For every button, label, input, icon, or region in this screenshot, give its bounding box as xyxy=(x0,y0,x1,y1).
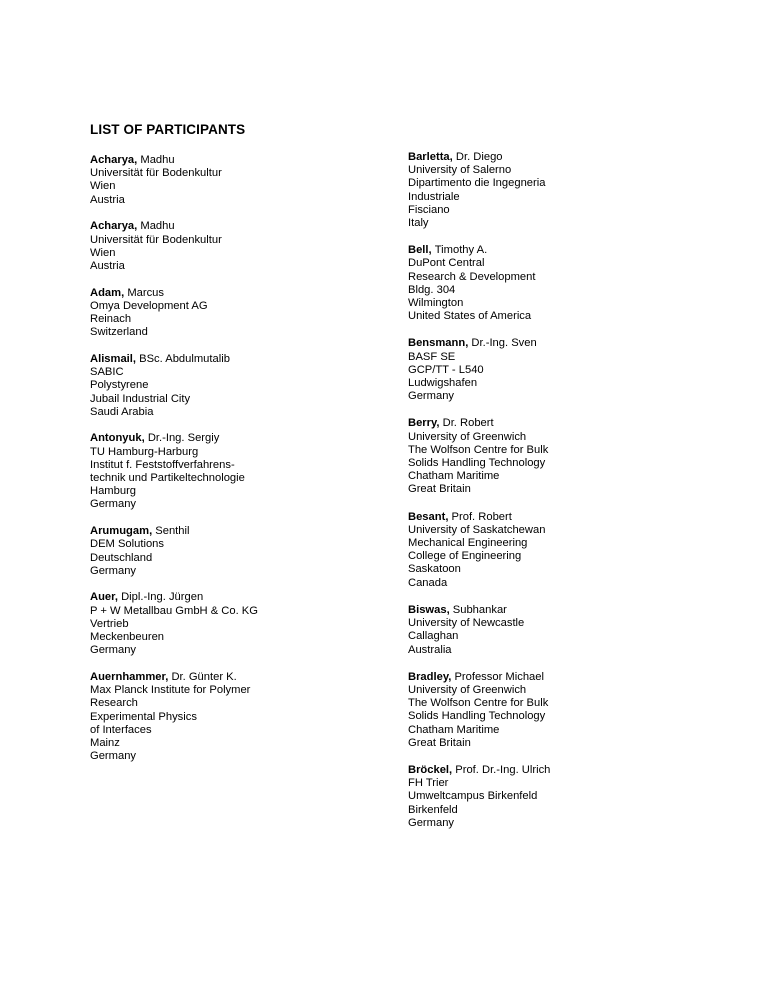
address-line: Wien xyxy=(90,180,116,193)
participant-entry xyxy=(90,591,390,657)
participant-surname: Antonyuk xyxy=(90,432,142,445)
participant-name: Barletta, Dr. Diego xyxy=(408,151,503,163)
address-line: United States of America xyxy=(408,310,532,323)
participant-entry xyxy=(90,154,390,207)
participant-entry xyxy=(90,432,390,511)
address-line: GCP/TT - L540 xyxy=(408,363,484,376)
participant-surname: Bensmann xyxy=(408,337,466,350)
address-line: SABIC xyxy=(90,366,124,379)
address-line: Mechanical Engineering xyxy=(408,537,528,550)
address-line: Callaghan xyxy=(408,630,459,643)
page-title: LIST OF PARTICIPANTS xyxy=(90,122,246,137)
participant-given-name: Timothy A. xyxy=(434,244,488,257)
participant-name: Adam, Marcus xyxy=(90,286,164,299)
address-line: Mainz xyxy=(90,737,120,750)
address-line: Meckenbeuren xyxy=(90,631,165,644)
participant-name: Auer, Dipl.-Ing. Jürgen xyxy=(90,591,204,604)
participant-surname: Besant xyxy=(408,510,446,523)
address-line: Bldg. 304 xyxy=(408,283,456,296)
participant-given-name: Dr. Günter K. xyxy=(171,671,237,683)
address-line: DuPont Central xyxy=(408,257,485,270)
address-line: Research & Development xyxy=(408,270,536,283)
address-line: Universität für Bodenkultur xyxy=(90,167,222,180)
participant-entry xyxy=(90,220,390,273)
participant-entry xyxy=(408,764,708,830)
address-line: Australia xyxy=(408,643,452,656)
participant-surname: Arumugam xyxy=(90,525,150,538)
participant-name: Antonyuk, Dr.-Ing. Sergiy xyxy=(90,432,220,445)
participant-entry xyxy=(408,337,708,403)
participant-given-name: Madhu xyxy=(140,154,175,166)
participant-surname: Bröckel xyxy=(408,763,450,776)
participant-entry xyxy=(90,353,390,419)
participant-surname: Acharya xyxy=(90,220,135,233)
address-line: University of Saskatchewan xyxy=(408,523,546,536)
address-line: University of Greenwich xyxy=(408,683,527,696)
address-line: Germany xyxy=(90,644,137,657)
address-line: Great Britain xyxy=(408,736,471,749)
participant-entry xyxy=(90,525,390,578)
address-line: Austria xyxy=(90,259,125,272)
participant-name: Acharya, Madhu xyxy=(90,154,175,166)
address-line: Wien xyxy=(90,246,116,259)
participant-name: Berry, Dr. Robert xyxy=(408,417,494,430)
address-line: Great Britain xyxy=(408,483,471,496)
participant-name: Bröckel, Prof. Dr.-Ing. Ulrich xyxy=(408,763,551,776)
address-line: Jubail Industrial City xyxy=(90,392,191,405)
participant-entry xyxy=(408,511,708,590)
participant-surname: Acharya xyxy=(90,154,135,166)
participant-given-name: Dipl.-Ing. Jürgen xyxy=(121,591,204,604)
address-line: DEM Solutions xyxy=(90,538,164,551)
address-line: Birkenfeld xyxy=(408,803,458,816)
address-line: Chatham Maritime xyxy=(408,470,500,483)
participant-entry xyxy=(408,151,708,230)
participant-surname: Alismail xyxy=(90,352,133,365)
participant-given-name: Dr. Robert xyxy=(442,417,494,430)
participant-entry xyxy=(408,604,708,657)
participant-given-name: Dr.-Ing. Sergiy xyxy=(147,432,220,445)
participant-entry xyxy=(90,671,390,763)
participants-column-right xyxy=(408,151,708,844)
participant-given-name: Marcus xyxy=(127,286,164,299)
address-line: Omya Development AG xyxy=(90,299,208,312)
address-line: Umweltcampus Birkenfeld xyxy=(408,790,538,803)
participant-given-name: Prof. Dr.-Ing. Ulrich xyxy=(455,763,551,776)
participant-surname: Barletta xyxy=(408,151,450,163)
participant-name: Biswas, Subhankar xyxy=(408,603,507,616)
address-line: Vertrieb xyxy=(90,617,129,630)
participant-surname: Adam xyxy=(90,286,122,299)
address-line: Dipartimento die Ingegneria xyxy=(408,177,546,190)
address-line: Industriale xyxy=(408,190,460,203)
address-line: Ludwigshafen xyxy=(408,377,478,390)
address-line: Deutschland xyxy=(90,551,153,564)
participant-given-name: Prof. Robert xyxy=(451,510,512,523)
participant-given-name: Madhu xyxy=(140,220,175,233)
address-line: Germany xyxy=(90,750,137,763)
address-line: Solids Handling Technology xyxy=(408,710,546,723)
address-line: Fisciano xyxy=(408,203,450,216)
address-line: Germany xyxy=(408,816,455,829)
address-line: P + W Metallbau GmbH & Co. KG xyxy=(90,604,258,617)
participant-name: Bensmann, Dr.-Ing. Sven xyxy=(408,337,537,350)
participant-name: Auernhammer, Dr. Günter K. xyxy=(90,671,237,683)
address-line: Germany xyxy=(90,498,137,511)
participant-given-name: Dr.-Ing. Sven xyxy=(471,337,537,350)
address-line: TU Hamburg-Harburg xyxy=(90,445,199,458)
participant-entry xyxy=(408,671,708,750)
address-line: of Interfaces xyxy=(90,723,152,736)
participant-given-name: Senthil xyxy=(155,525,190,538)
address-line: BASF SE xyxy=(408,350,456,363)
address-line: Switzerland xyxy=(90,326,148,339)
address-line: Saskatoon xyxy=(408,563,461,576)
address-line: Germany xyxy=(408,390,455,403)
address-line: Hamburg xyxy=(90,485,137,498)
participant-entry xyxy=(408,417,708,496)
participant-given-name: BSc. Abdulmutalib xyxy=(139,352,230,365)
participant-given-name: Subhankar xyxy=(452,603,507,616)
participant-surname: Bradley xyxy=(408,670,449,683)
address-line: University of Salerno xyxy=(408,164,512,177)
address-line: technik und Partikeltechnologie xyxy=(90,472,245,485)
address-line: Wilmington xyxy=(408,297,464,310)
participants-column-left xyxy=(90,154,390,777)
address-line: Polystyrene xyxy=(90,379,149,392)
participant-name: Alismail, BSc. Abdulmutalib xyxy=(90,352,230,365)
participant-name: Bradley, Professor Michael xyxy=(408,670,544,683)
address-line: College of Engineering xyxy=(408,550,522,563)
address-line: University of Greenwich xyxy=(408,430,527,443)
participant-surname: Biswas xyxy=(408,603,447,616)
address-line: Experimental Physics xyxy=(90,710,197,723)
participant-surname: Bell xyxy=(408,244,429,257)
address-line: Germany xyxy=(90,564,137,577)
address-line: Universität für Bodenkultur xyxy=(90,233,222,246)
participant-entry xyxy=(408,244,708,323)
address-line: The Wolfson Centre for Bulk xyxy=(408,697,549,710)
address-line: Research xyxy=(90,697,138,710)
participant-given-name: Dr. Diego xyxy=(455,151,503,163)
address-line: Solids Handling Technology xyxy=(408,457,546,470)
participant-name: Arumugam, Senthil xyxy=(90,525,190,538)
participant-surname: Auernhammer xyxy=(90,671,166,683)
address-line: The Wolfson Centre for Bulk xyxy=(408,443,549,456)
participant-given-name: Professor Michael xyxy=(454,670,544,683)
participant-surname: Auer xyxy=(90,591,115,604)
address-line: Institut f. Feststoffverfahrens- xyxy=(90,458,235,471)
participant-entry xyxy=(90,287,390,340)
address-line: University of Newcastle xyxy=(408,617,525,630)
participant-name: Besant, Prof. Robert xyxy=(408,510,512,523)
participant-name: Acharya, Madhu xyxy=(90,220,175,233)
address-line: Reinach xyxy=(90,313,132,326)
address-line: Canada xyxy=(408,576,448,589)
address-line: Chatham Maritime xyxy=(408,723,500,736)
address-line: FH Trier xyxy=(408,777,449,790)
address-line: Italy xyxy=(408,217,429,230)
participant-surname: Berry xyxy=(408,417,437,430)
address-line: Saudi Arabia xyxy=(90,405,154,418)
participant-name: Bell, Timothy A. xyxy=(408,244,488,257)
address-line: Max Planck Institute for Polymer xyxy=(90,684,251,697)
address-line: Austria xyxy=(90,193,125,206)
